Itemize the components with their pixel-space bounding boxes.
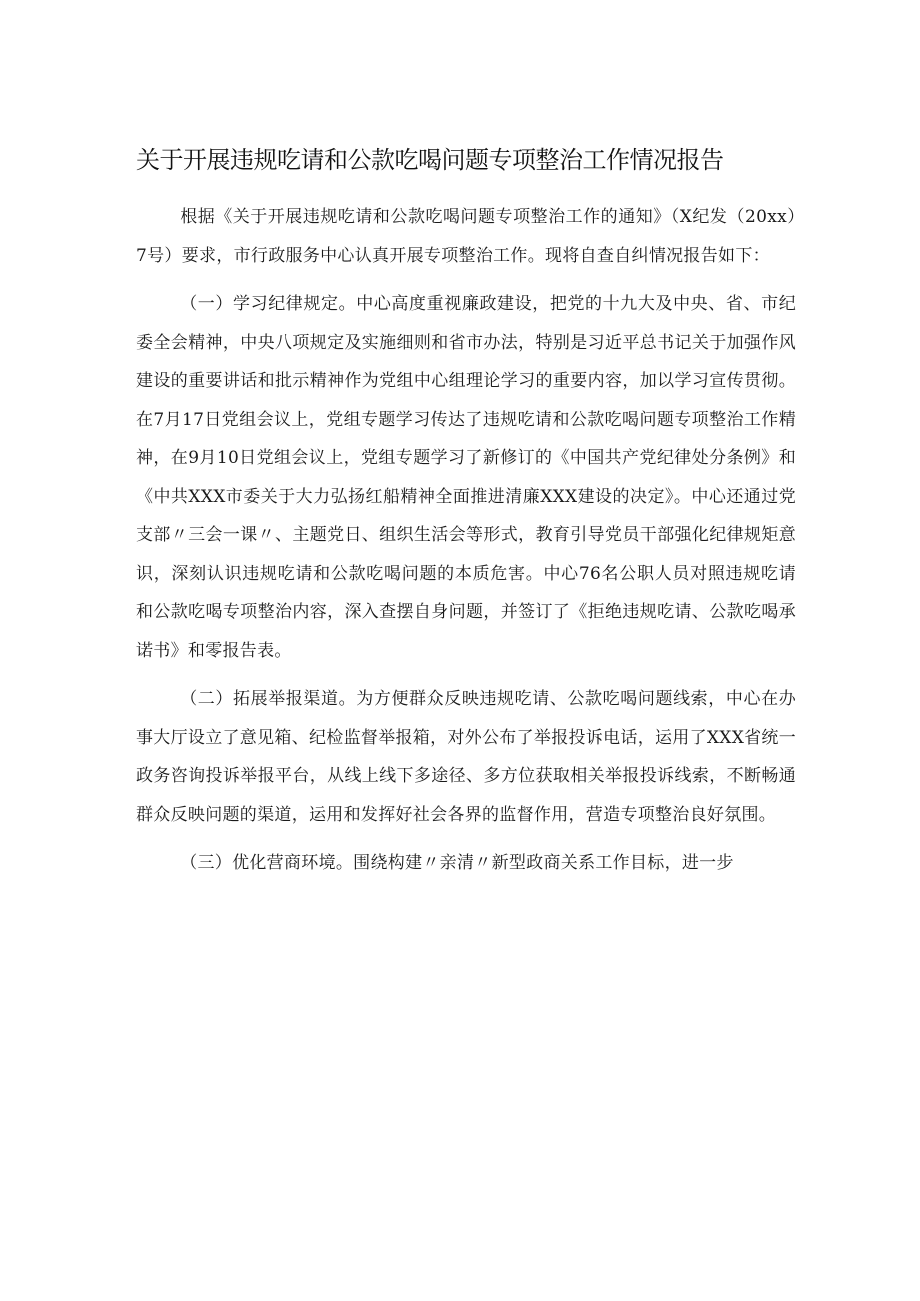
paragraph-business-environment: （三）优化营商环境。围绕构建〃亲清〃新型政商关系工作目标，进一步 — [180, 853, 734, 873]
paragraph-reporting-channels: （二）拓展举报渠道。为方便群众反映违规吃请、公款吃喝问题线索，中心在办事大厅设立了意见箱、纪检监督举报箱，对外公布了举报投诉电话，运用了XXX省统一政务咨询投诉举报平台，从线上线下多途径、多方位获取相关举报投诉线索，不断畅通群众反映问题的渠道，运用和发挥好社会各界的监督作用，营造专项整治良好氛围。 — [136, 689, 797, 825]
document-title: 关于开展违规吃请和公款吃喝问题专项整治工作情况报告 — [136, 146, 724, 174]
document-body — [136, 198, 796, 883]
paragraph-study-discipline: （一）学习纪律规定。中心高度重视廉政建设，把党的十九大及中央、省、市纪委全会精神，中央八项规定及实施细则和省市办法，特别是习近平总书记关于加强作风建设的重要讲话和批示精神作为党组中心组理论学习的重要内容，加以学习宣传贯彻。在7月17日党组会议上，党组专题学习传达了违规吃请和公款吃喝问题专项整治工作精神，在9月10日党组会议上，党组专题学习了新修订的《中国共产党纪律处分条例》和《中共XXX市委关于大力弘扬红船精神全面推进清廉XXX建设的决定》。中心还通过党支部〃三会一课〃、主题党日、组织生活会等形式，教育引导党员干部强化纪律规矩意识，深刻认识违规吃请和公款吃喝问题的本质危害。中心76名公职人员对照违规吃请和公款吃喝专项整治内容，深入查摆自身问题，并签订了《拒绝违规吃请、公款吃喝承诺书》和零报告表。 — [136, 294, 796, 661]
paragraph-intro: 根据《关于开展违规吃请和公款吃喝问题专项整治工作的通知》（X纪发（20xx）7号）要求，市行政服务中心认真开展专项整治工作。现将自查自纠情况报告如下： — [136, 207, 796, 266]
